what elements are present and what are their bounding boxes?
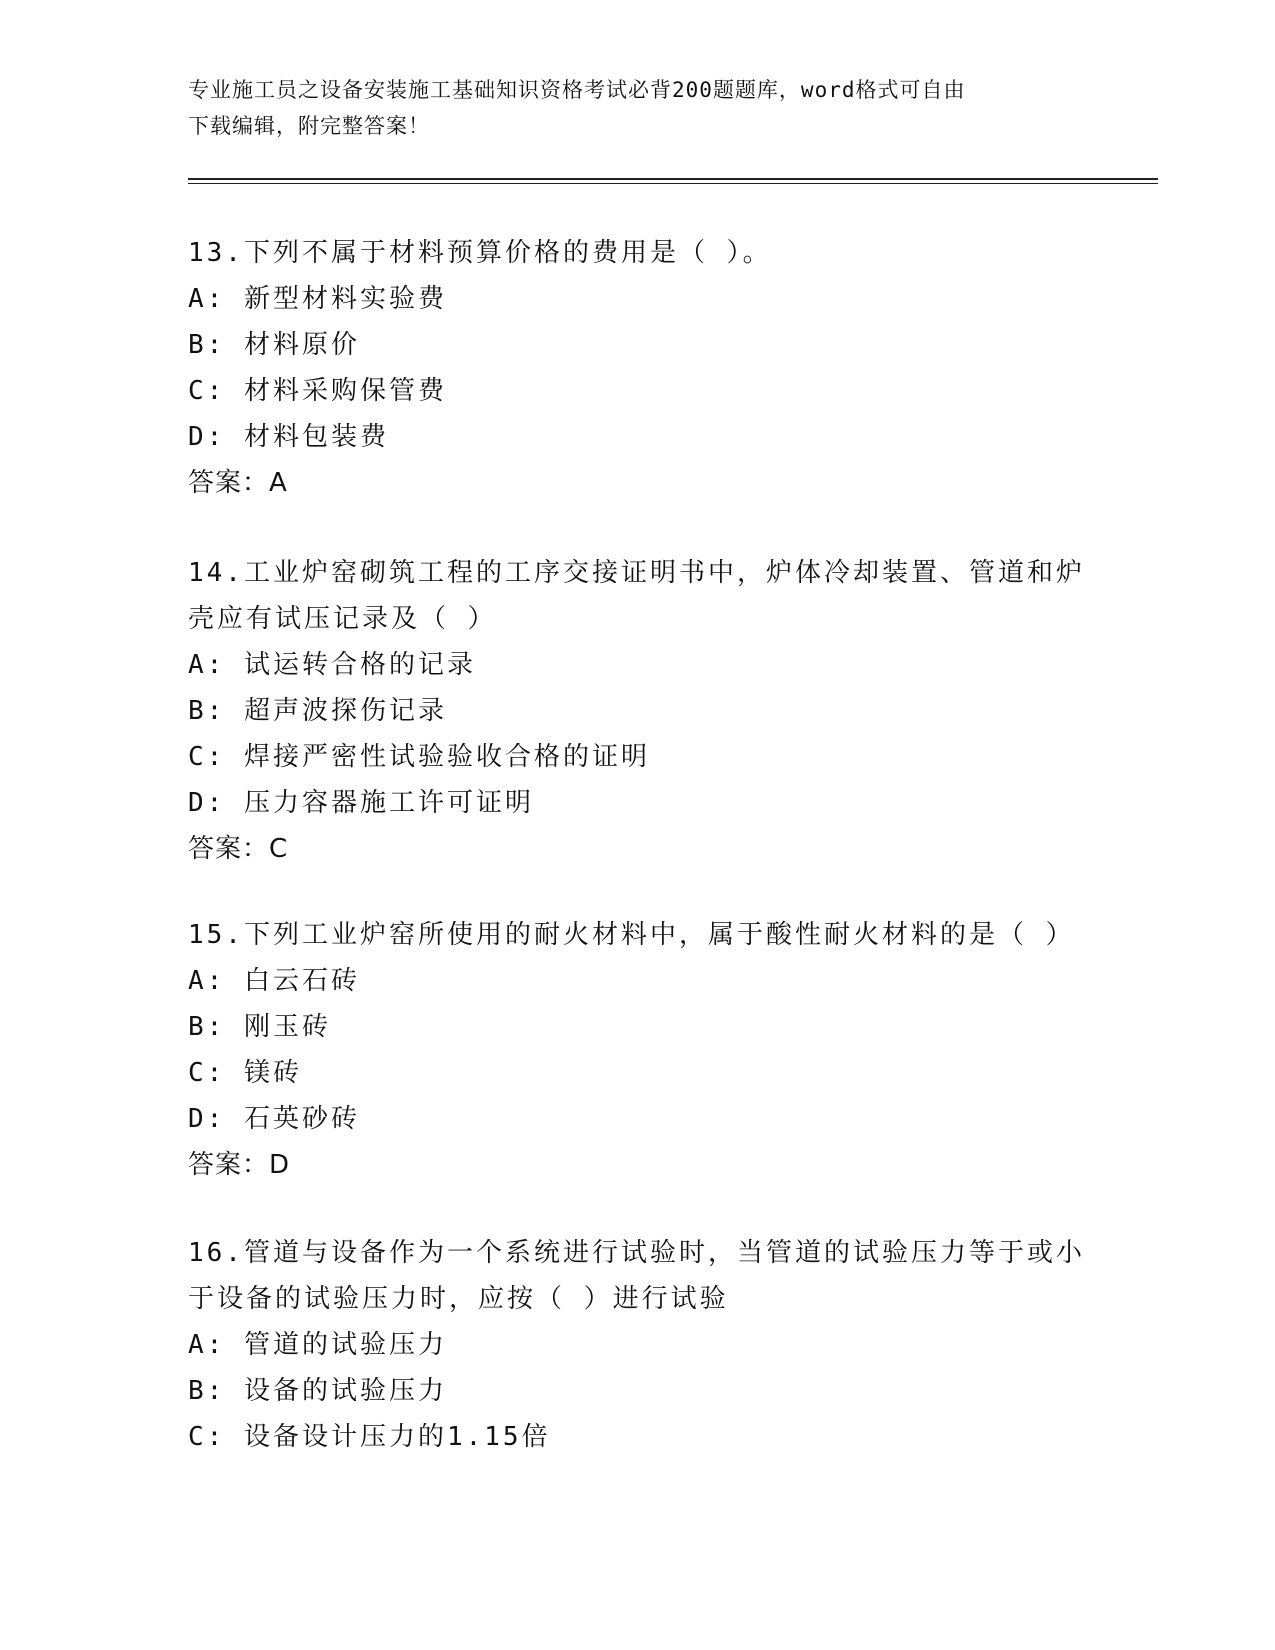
- question-13: [188, 230, 1108, 506]
- answer: 答案：D: [188, 1150, 291, 1180]
- option-b: B: 设备的试验压力: [188, 1376, 447, 1406]
- answer: 答案：C: [188, 834, 289, 864]
- document-title-line-1: 专业施工员之设备安装施工基础知识资格考试必背200题题库，word格式可自由: [188, 78, 966, 102]
- option-a: A: 白云石砖: [188, 966, 360, 996]
- question-stem-continued: 壳应有试压记录及（ ）: [188, 604, 497, 634]
- option-b: B: 材料原价: [188, 330, 360, 360]
- question-stem: 14.工业炉窑砌筑工程的工序交接证明书中，炉体冷却装置、管道和炉: [188, 558, 1085, 588]
- option-c: C: 镁砖: [188, 1058, 302, 1088]
- question-15: [188, 912, 1108, 1188]
- document-title-line-2: 下载编辑，附完整答案！: [188, 114, 430, 138]
- option-b: B: 超声波探伤记录: [188, 696, 447, 726]
- option-a: A: 试运转合格的记录: [188, 650, 476, 680]
- option-c: C: 焊接严密性试验验收合格的证明: [188, 742, 650, 772]
- question-16: [188, 1230, 1108, 1460]
- option-b: B: 刚玉砖: [188, 1012, 331, 1042]
- question-14: [188, 550, 1108, 872]
- page-header: [188, 72, 1088, 144]
- question-stem: 13.下列不属于材料预算价格的费用是（ ）。: [188, 238, 772, 268]
- option-c: C: 设备设计压力的1.15倍: [188, 1422, 551, 1452]
- option-d: D: 石英砂砖: [188, 1104, 360, 1134]
- option-d: D: 压力容器施工许可证明: [188, 788, 534, 818]
- answer: 答案：A: [188, 468, 288, 498]
- question-stem: 15.下列工业炉窑所使用的耐火材料中，属于酸性耐火材料的是（ ）: [188, 920, 1075, 950]
- header-divider: [188, 178, 1158, 184]
- question-stem: 16.管道与设备作为一个系统进行试验时，当管道的试验压力等于或小: [188, 1238, 1085, 1268]
- question-stem-continued: 于设备的试验压力时，应按（ ）进行试验: [188, 1284, 729, 1314]
- option-d: D: 材料包装费: [188, 422, 389, 452]
- option-a: A: 新型材料实验费: [188, 284, 447, 314]
- option-c: C: 材料采购保管费: [188, 376, 447, 406]
- option-a: A: 管道的试验压力: [188, 1330, 447, 1360]
